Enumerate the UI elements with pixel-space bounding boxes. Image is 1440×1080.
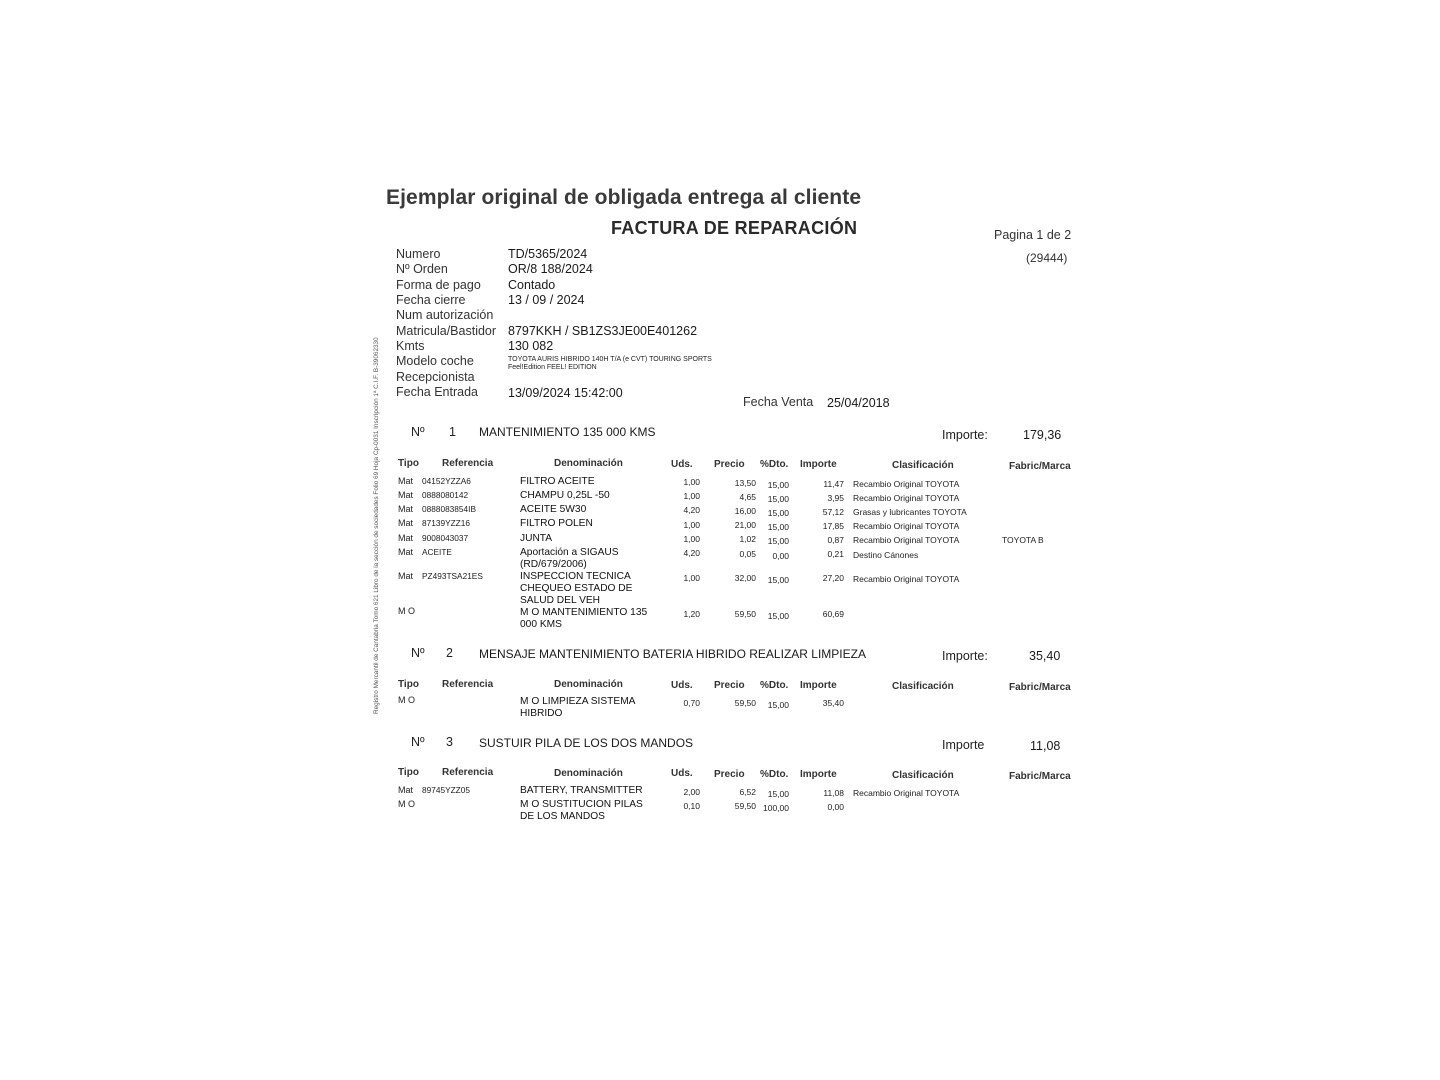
cell-importe: 11,08 [823,788,844,798]
field-label-recepcionista: Recepcionista [396,370,475,384]
cell-importe: 11,47 [823,479,844,489]
field-value-numero: TD/5365/2024 [508,247,588,261]
cell-precio: 59,50 [734,801,756,811]
cell-denominacion: INSPECCION TECNICA CHEQUEO ESTADO DE SALUD DEL VEH [520,571,633,606]
cell-fabric: TOYOTA B [1002,535,1044,545]
cell-uds: 2,00 [683,787,700,797]
cell-denominacion: BATTERY, TRANSMITTER [520,785,643,796]
registry-sidebar [373,290,387,720]
field-value-orden: OR/8 188/2024 [508,262,593,276]
field-label-fecha-entrada: Fecha Entrada [396,385,478,399]
cell-clasificacion: Recambio Original TOYOTA [853,493,960,503]
cell-dto: 15,00 [767,480,789,490]
field-value-recepcionista: Feel!Edition FEEL! EDITION [508,364,597,371]
cell-clasificacion: Recambio Original TOYOTA [853,521,960,531]
cell-tipo: Mat [398,571,414,581]
cell-denominacion: CHAMPU 0,25L -50 [520,490,610,501]
field-value-fecha-cierre: 13 / 09 / 2024 [508,293,585,307]
col-clasificacion: Clasificación [892,770,954,781]
section-number: 2 [446,646,453,660]
section-importe-label: Importe [942,738,985,752]
col-fabric: Fabric/Marca [1009,461,1071,472]
col-importe: Importe [800,680,837,691]
cell-denominacion: FILTRO POLEN [520,518,593,529]
cell-uds: 4,20 [683,548,700,558]
cell-tipo: Mat [398,504,414,514]
col-denominacion: Denominación [554,679,623,690]
cell-referencia: 89745YZZ05 [422,785,470,795]
cell-referencia: ACEITE [422,547,452,557]
cell-dto: 15,00 [767,611,789,621]
section-importe-label: Importe: [942,649,988,663]
col-referencia: Referencia [442,679,494,690]
col-referencia: Referencia [442,767,494,778]
cell-uds: 0,10 [683,801,700,811]
cell-importe: 35,40 [822,698,844,708]
cell-precio: 59,50 [734,698,756,708]
cell-uds: 1,00 [683,491,700,501]
cell-precio: 6,52 [739,787,756,797]
cell-importe: 0,21 [827,549,844,559]
document-code: (29444) [1026,251,1068,265]
cell-uds: 0,70 [683,698,700,708]
cell-dto: 15,00 [767,700,789,710]
field-label-autorizacion: Num autorización [396,308,494,322]
cell-uds: 1,00 [683,534,700,544]
col-denominacion: Denominación [554,458,623,469]
section-number: 3 [446,735,453,749]
cell-precio: 4,65 [739,492,756,502]
field-label-fecha-cierre: Fecha cierre [396,293,466,307]
registry-text: Registro Mercantil de Cantabria Tomo 621 Libro de la sección de sociedades Folio 69 Hoja Cp-0031 Inscripción 1ª C.I.F. B-39062330 [373,337,380,714]
cell-dto: 15,00 [767,522,789,532]
cell-tipo: M O [398,799,415,809]
section-number: 1 [449,425,456,439]
cell-uds: 1,00 [683,573,700,583]
cell-importe: 3,95 [827,493,844,503]
cell-tipo: Mat [398,476,414,486]
col-fabric: Fabric/Marca [1009,771,1071,782]
document-banner: Ejemplar original de obligada entrega al cliente [386,186,862,209]
field-value-kmts: 130 082 [508,339,554,353]
col-precio: Precio [714,459,745,470]
col-fabric: Fabric/Marca [1009,682,1071,693]
col-tipo: Tipo [398,458,419,469]
col-tipo: Tipo [398,679,419,690]
cell-importe: 57,12 [822,507,844,517]
cell-tipo: M O [398,695,415,705]
section-title: SUSTUIR PILA DE LOS DOS MANDOS [479,736,694,750]
col-uds: Uds. [671,768,693,779]
cell-clasificacion: Recambio Original TOYOTA [853,788,960,798]
cell-referencia: 04152YZZA6 [422,476,471,486]
cell-denominacion: Aportación a SIGAUS (RD/679/2006) [520,547,619,570]
section-number-label: Nº [411,646,425,660]
field-label-kmts: Kmts [396,339,425,353]
col-dto: %Dto. [760,680,789,691]
sale-date-value: 25/04/2018 [827,396,890,410]
cell-precio: 0,05 [739,549,756,559]
col-uds: Uds. [671,459,693,470]
cell-precio: 21,00 [734,520,756,530]
cell-precio: 16,00 [734,506,756,516]
section-importe-value: 179,36 [1023,428,1062,442]
col-dto: %Dto. [760,769,789,780]
cell-dto: 15,00 [767,494,789,504]
cell-tipo: Mat [398,533,414,543]
cell-dto: 15,00 [767,508,789,518]
cell-dto: 15,00 [767,789,789,799]
cell-tipo: Mat [398,785,414,795]
cell-importe: 17,85 [822,521,844,531]
field-value-matricula: 8797KKH / SB1ZS3JE00E401262 [508,324,698,338]
cell-referencia: 0888080142 [422,490,469,500]
cell-clasificacion: Recambio Original TOYOTA [853,535,960,545]
cell-denominacion: M O LIMPIEZA SISTEMA HIBRIDO [520,696,635,719]
cell-uds: 1,00 [683,520,700,530]
cell-uds: 1,20 [683,609,700,619]
document-title: FACTURA DE REPARACIÓN [611,218,858,238]
cell-importe: 60,69 [822,609,844,619]
field-value-modelo: TOYOTA AURIS HIBRIDO 140H T/A (e CVT) TOURING SPORTS [508,356,712,363]
cell-clasificacion: Recambio Original TOYOTA [853,479,960,489]
cell-tipo: Mat [398,518,414,528]
col-uds: Uds. [671,680,693,691]
field-label-orden: Nº Orden [396,262,448,276]
section-title: MENSAJE MANTENIMIENTO BATERIA HIBRIDO REALIZAR LIMPIEZA [479,647,866,661]
cell-tipo: M O [398,606,415,616]
cell-dto: 15,00 [767,575,789,585]
section-importe-label: Importe: [942,428,988,442]
cell-precio: 59,50 [734,609,756,619]
section-number-label: Nº [411,735,425,749]
cell-uds: 1,00 [683,477,700,487]
field-label-forma-pago: Forma de pago [396,278,481,292]
section-title: MANTENIMIENTO 135 000 KMS [479,425,656,439]
col-importe: Importe [800,459,837,470]
col-clasificacion: Clasificación [892,681,954,692]
cell-precio: 13,50 [734,478,756,488]
cell-referencia: 87139YZZ16 [422,518,470,528]
cell-importe: 0,00 [827,802,844,812]
cell-tipo: Mat [398,490,414,500]
cell-denominacion: M O MANTENIMIENTO 135 000 KMS [520,607,648,630]
col-dto: %Dto. [760,459,789,470]
cell-clasificacion: Recambio Original TOYOTA [853,574,960,584]
col-tipo: Tipo [398,767,419,778]
cell-dto: 0,00 [772,551,789,561]
field-label-matricula: Matricula/Bastidor [396,324,497,338]
col-importe: Importe [800,769,837,780]
cell-importe: 0,87 [827,535,844,545]
cell-precio: 32,00 [734,573,756,583]
col-clasificacion: Clasificación [892,460,954,471]
sale-date-label: Fecha Venta [743,395,814,409]
section-number-label: Nº [411,425,425,439]
cell-clasificacion: Grasas y lubricantes TOYOTA [853,507,967,517]
section-importe-value: 35,40 [1029,649,1061,663]
cell-denominacion: FILTRO ACEITE [520,476,595,487]
cell-importe: 27,20 [822,573,844,583]
col-referencia: Referencia [442,458,494,469]
cell-precio: 1,02 [739,534,756,544]
col-denominacion: Denominación [554,768,623,779]
col-precio: Precio [714,680,745,691]
field-value-fecha-entrada: 13/09/2024 15:42:00 [508,386,623,400]
field-label-modelo: Modelo coche [396,354,474,368]
cell-dto: 100,00 [763,803,789,813]
cell-referencia: 0888083854IB [422,504,476,514]
col-precio: Precio [714,769,745,780]
cell-denominacion: M O SUSTITUCION PILAS DE LOS MANDOS [520,799,643,822]
section-importe-value: 11,08 [1030,739,1061,753]
field-label-numero: Numero [396,247,441,261]
cell-clasificacion: Destino Cánones [853,550,919,560]
cell-referencia: PZ493TSA21ES [422,571,483,581]
cell-denominacion: ACEITE 5W30 [520,504,587,515]
cell-dto: 15,00 [767,536,789,546]
cell-denominacion: JUNTA [520,533,553,544]
cell-referencia: 9008043037 [422,533,469,543]
cell-tipo: Mat [398,547,414,557]
cell-uds: 4,20 [683,505,700,515]
field-value-forma-pago: Contado [508,278,556,292]
page-indicator: Pagina 1 de 2 [994,228,1072,242]
